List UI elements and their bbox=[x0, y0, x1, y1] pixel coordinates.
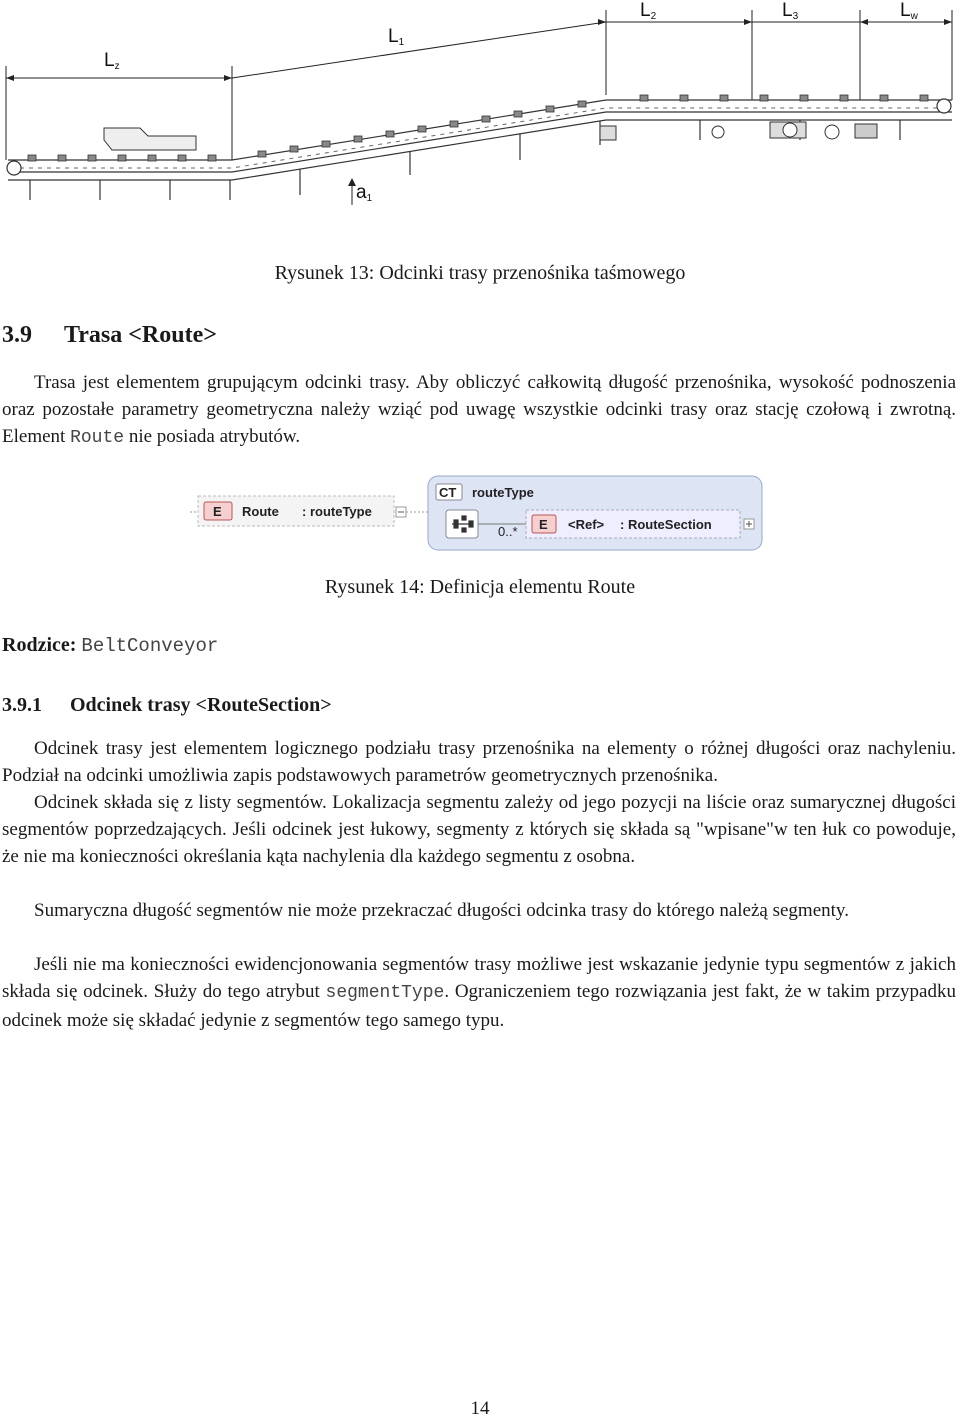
element-name: Route bbox=[242, 504, 279, 519]
ref-name: <Ref> bbox=[568, 517, 605, 532]
conveyor-route-figure bbox=[0, 0, 960, 215]
paragraph-route-section-1: Odcinek trasy jest elementem logicznego podziału trasy przenośnika na elementy o różnej długości oraz nachyleniu. Podział na odcinki umożliwia zapis podstawowych parametrów geometrycznych przenośnika. bbox=[2, 738, 956, 786]
label-lz: Lz bbox=[104, 50, 120, 72]
section-title: Trasa <Route> bbox=[64, 322, 217, 348]
element-badge: E bbox=[213, 504, 222, 519]
label-l2: L2 bbox=[640, 0, 657, 22]
multiplicity-label: 0..* bbox=[498, 524, 518, 539]
paragraph-route-intro: Trasa jest elementem grupującym odcinki trasy. Aby obliczyć całkowitą długość przenośnika, wysokość podnoszenia oraz pozostałe parametry geometryczna należy wziąć pod uwagę wszystkie odcinki trasy oraz stację czołową i zwrotną. Element Route nie posiada atrybutów. bbox=[2, 372, 956, 448]
section-number: 3.9 bbox=[2, 322, 32, 348]
figure-14-caption: Rysunek 14: Definicja elementu Route bbox=[324, 576, 636, 598]
subsection-title: Odcinek trasy <RouteSection> bbox=[70, 694, 332, 716]
element-type: : routeType bbox=[302, 504, 372, 519]
code-segment-type: segmentType bbox=[325, 983, 445, 1003]
code-route: Route bbox=[70, 428, 125, 448]
label-lw: Lw bbox=[900, 0, 918, 22]
ref-badge: E bbox=[539, 517, 548, 532]
paragraph-route-section-2: Odcinek składa się z listy segmentów. Lokalizacja segmentu zależy od jego pozycji na liście oraz sumarycznej długości segmentów poprzedzających. Jeśli odcinek jest łukowy, segmenty z których się składa są "wpisane"w ten łuk co powoduje, że nie ma konieczności określania kąta nachylenia dla każdego segmentu z osobna. bbox=[2, 792, 956, 867]
section-heading bbox=[2, 322, 217, 349]
paragraph-route-section-4: Jeśli nie ma konieczności ewidencjonowania segmentów trasy możliwe jest wskazanie jedynie typu segmentów z jakich składa się odcinek. Służy do tego atrybut segmentType. Ograniczeniem tego rozwiązania jest fakt, że w takim przypadku odcinek może się składać jedynie z segmentów tego samego typu. bbox=[2, 954, 956, 1031]
paragraph-route-section-3: Sumaryczna długość segmentów nie może przekraczać długości odcinka trasy do którego należą segmenty. bbox=[34, 900, 849, 921]
parents-line bbox=[2, 634, 218, 657]
label-l1: L1 bbox=[388, 26, 405, 48]
parents-label: Rodzice: bbox=[2, 634, 77, 656]
subsection-number: 3.9.1 bbox=[2, 694, 42, 716]
ct-name: routeType bbox=[472, 485, 534, 500]
label-l3: L3 bbox=[782, 0, 799, 22]
route-xsd-diagram bbox=[190, 470, 770, 560]
subsection-heading bbox=[2, 694, 332, 717]
ref-type: : RouteSection bbox=[620, 517, 712, 532]
ct-badge: CT bbox=[439, 485, 457, 500]
parents-value: BeltConveyor bbox=[81, 635, 219, 657]
page-number: 14 bbox=[470, 1398, 490, 1419]
label-a1: a1 bbox=[356, 182, 373, 204]
figure-13-caption: Rysunek 13: Odcinki trasy przenośnika taśmowego bbox=[274, 262, 686, 284]
